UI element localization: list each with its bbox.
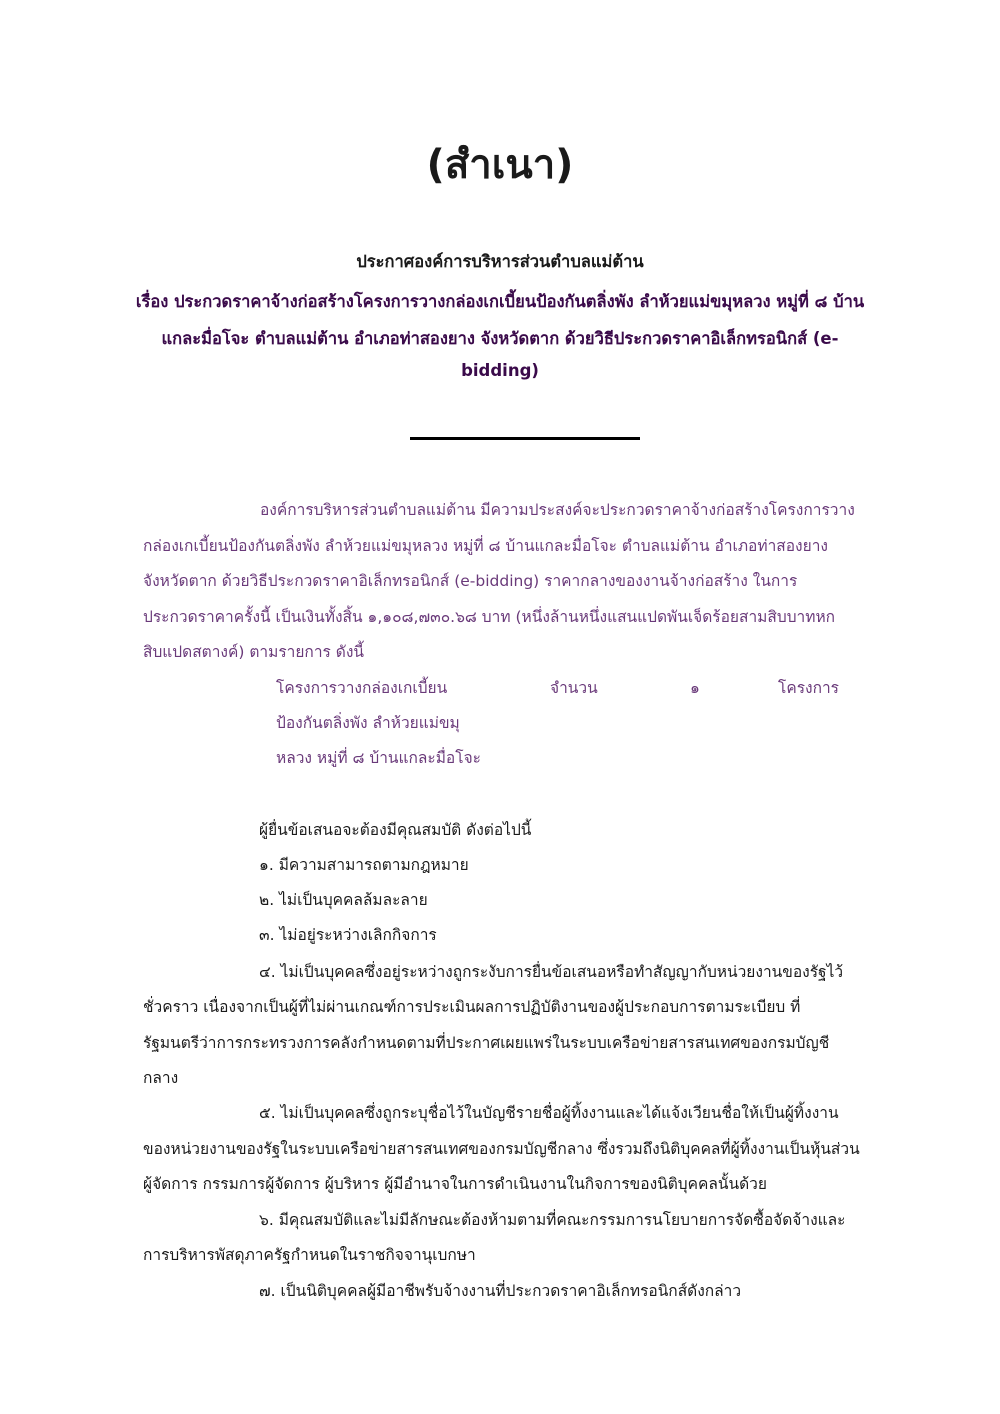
body-paragraph-line: ประกวดราคาครั้งนี้ เป็นเงินทั้งสิ้น ๑,๑๐๘,๗๓๐.๖๘ บาท (หนึ่งล้านหนึ่งแสนแปดพันเจ็ดร้อยสามสิบบาทหก xyxy=(143,608,836,626)
item-name-line: โครงการวางกล่องเกเบี้ยน xyxy=(276,679,448,697)
qualification-item: ๗. เป็นนิติบุคคลผู้มีอาชีพรับจ้างงานที่ประกวดราคาอิเล็กทรอนิกส์ดังกล่าว xyxy=(259,1282,742,1300)
qualification-item: ๑. มีความสามารถตามกฎหมาย xyxy=(259,856,469,874)
item-unit: โครงการ xyxy=(778,679,840,697)
body-paragraph-line: กล่องเกเบี้ยนป้องกันตลิ่งพัง ลำห้วยแม่ขมุหลวง หมู่ที่ ๘ บ้านแกละมื่อโจะ ตำบลแม่ต้าน อำเภอท่าสองยาง xyxy=(143,537,828,555)
qualification-item-line: รัฐมนตรีว่าการกระทรวงการคลังกำหนดตามที่ประกาศเผยแพร่ในระบบเครือข่ายสารสนเทศของกรมบัญชี xyxy=(143,1034,830,1052)
qualification-item-line: ผู้จัดการ กรรมการผู้จัดการ ผู้บริหาร ผู้มีอำนาจในการดำเนินงานในกิจการของนิติบุคคลนั้นด้วย xyxy=(143,1175,767,1193)
item-quantity-value: ๑ xyxy=(690,679,700,697)
item-quantity-label: จำนวน xyxy=(550,679,598,697)
qualification-item-line: ๔. ไม่เป็นบุคคลซึ่งอยู่ระหว่างถูกระงับการยื่นข้อเสนอหรือทำสัญญากับหน่วยงานของรัฐไว้ xyxy=(259,963,844,981)
body-paragraph-line: สิบแปดสตางค์) ตามรายการ ดังนี้ xyxy=(143,643,365,661)
qualification-item-line: ของหน่วยงานของรัฐในระบบเครือข่ายสารสนเทศของกรมบัญชีกลาง ซึ่งรวมถึงนิติบุคคลที่ผู้ทิ้งงานเป็นหุ้นส่วน xyxy=(143,1140,860,1158)
body-paragraph-line: องค์การบริหารส่วนตำบลแม่ต้าน มีความประสงค์จะประกวดราคาจ้างก่อสร้างโครงการวาง xyxy=(260,501,855,519)
qualification-item: ๒. ไม่เป็นบุคคลล้มละลาย xyxy=(259,891,428,909)
qualification-item-line: ๖. มีคุณสมบัติและไม่มีลักษณะต้องห้ามตามที่คณะกรรมการนโยบายการจัดซื้อจัดจ้างและ xyxy=(259,1211,846,1229)
qualification-item: ๓. ไม่อยู่ระหว่างเลิกกิจการ xyxy=(259,926,437,944)
copy-stamp-title: (สำเนา) xyxy=(426,142,574,188)
qualification-item-line: ๕. ไม่เป็นบุคคลซึ่งถูกระบุชื่อไว้ในบัญชีรายชื่อผู้ทิ้งงานและได้แจ้งเวียนชื่อให้เป็นผู้ทิ้งงาน xyxy=(259,1104,839,1122)
announcement-org-line: ประกาศองค์การบริหารส่วนตำบลแม่ต้าน xyxy=(356,252,644,271)
body-paragraph-line: จังหวัดตาก ด้วยวิธีประกวดราคาอิเล็กทรอนิกส์ (e-bidding) ราคากลางของงานจ้างก่อสร้าง ในการ xyxy=(143,572,798,590)
header-divider xyxy=(410,437,640,440)
item-name-line: หลวง หมู่ที่ ๘ บ้านแกละมื่อโจะ xyxy=(276,749,481,767)
qualification-item-line: กลาง xyxy=(143,1069,179,1087)
qualification-item-line: ชั่วคราว เนื่องจากเป็นผู้ที่ไม่ผ่านเกณฑ์การประเมินผลการปฏิบัติงานของผู้ประกอบการตามระเบียบ ที่ xyxy=(143,998,801,1016)
qualification-item-line: การบริหารพัสดุภาครัฐกำหนดในราชกิจจานุเบกษา xyxy=(143,1246,476,1264)
announcement-subject-line-1: เรื่อง ประกวดราคาจ้างก่อสร้างโครงการวางกล่องเกเบี้ยนป้องกันตลิ่งพัง ลำห้วยแม่ขมุหลวง หมู่ที่ ๘ บ้าน xyxy=(135,292,865,311)
item-name-line: ป้องกันตลิ่งพัง ลำห้วยแม่ขมุ xyxy=(276,714,460,732)
qualifications-intro: ผู้ยื่นข้อเสนอจะต้องมีคุณสมบัติ ดังต่อไปนี้ xyxy=(259,821,532,839)
announcement-subject-line-3: bidding) xyxy=(461,361,539,380)
announcement-subject-line-2: แกละมื่อโจะ ตำบลแม่ต้าน อำเภอท่าสองยาง จังหวัดตาก ด้วยวิธีประกวดราคาอิเล็กทรอนิกส์ (e- xyxy=(161,329,839,348)
